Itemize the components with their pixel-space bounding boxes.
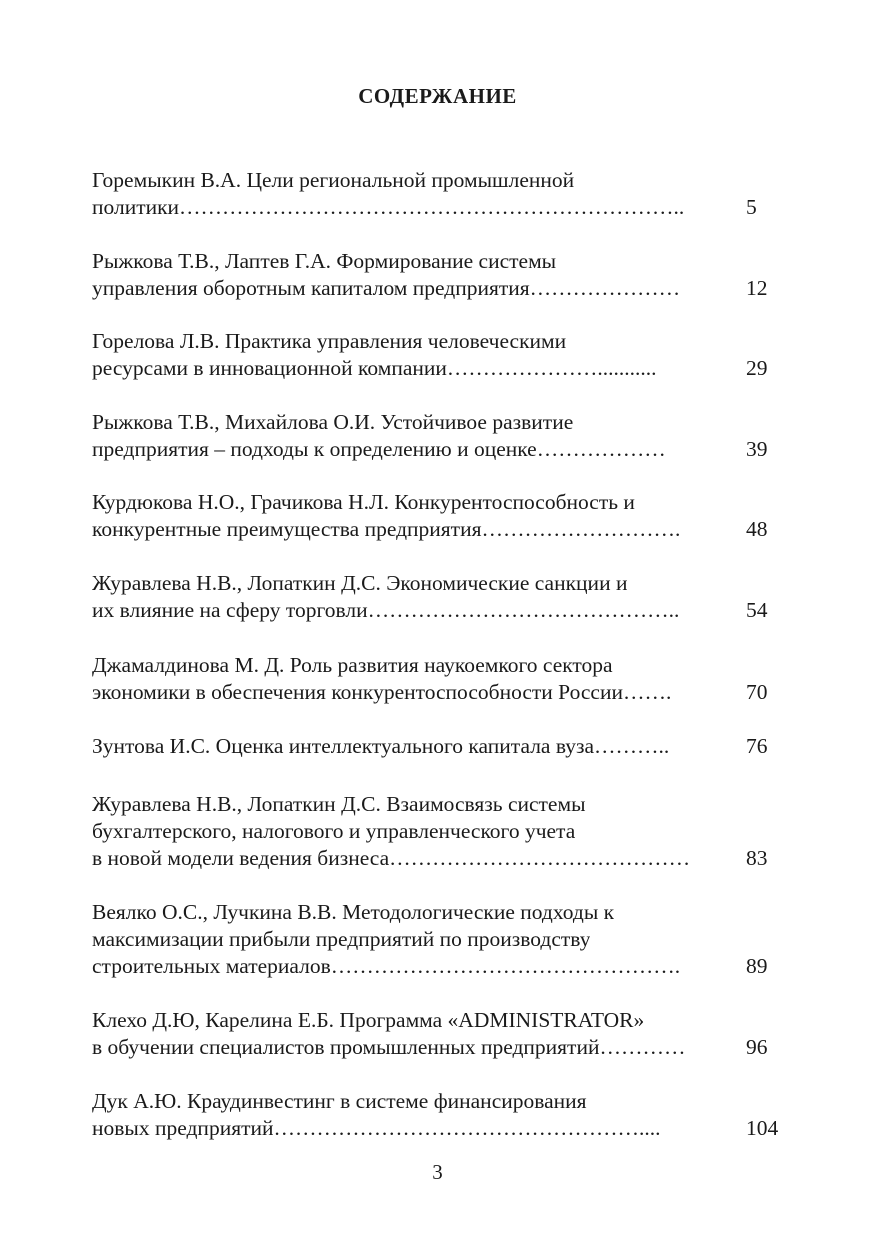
toc-page-number: 89 (746, 954, 768, 978)
toc-entry (92, 570, 782, 624)
toc-entry (92, 1007, 782, 1061)
toc-page-number: 70 (746, 680, 768, 704)
toc-page-number: 48 (746, 517, 768, 541)
toc-entry-line: Горелова Л.В. Практика управления человеческими (92, 329, 567, 353)
toc-entry-line: конкурентные преимущества предприятия………………………. (92, 517, 681, 541)
page-title: СОДЕРЖАНИЕ (358, 84, 517, 108)
toc-entry-line: Горемыкин В.А. Цели региональной промышленной (92, 168, 575, 192)
toc-page-number: 5 (746, 195, 757, 219)
toc-entry-line: Зунтова И.С. Оценка интеллектуального капитала вуза……….. (92, 734, 670, 758)
toc-entry-line: бухгалтерского, налогового и управленческого учета (92, 819, 576, 843)
toc-entry (92, 167, 782, 221)
toc-entry-line: Клехо Д.Ю, Карелина Е.Б. Программа «ADMINISTRATOR» (92, 1008, 645, 1032)
toc-entry (92, 1088, 782, 1142)
toc-page-number: 104 (746, 1116, 779, 1140)
toc-entry-line: новых предприятий…………………………………………….... (92, 1116, 661, 1140)
toc-entry (92, 248, 782, 302)
toc-entry-line: Рыжкова Т.В., Лаптев Г.А. Формирование системы (92, 249, 557, 273)
toc-entry (92, 489, 782, 543)
toc-entry-line: Журавлева Н.В., Лопаткин Д.С. Взаимосвязь системы (92, 792, 586, 816)
toc-page-number: 96 (746, 1035, 768, 1059)
toc-entry-line: предприятия – подходы к определению и оценке……………… (92, 437, 666, 461)
toc-entry-line: Джамалдинова М. Д. Роль развития наукоемкого сектора (92, 653, 613, 677)
toc-page-number: 12 (746, 276, 768, 300)
toc-entry-line: их влияние на сферу торговли…………………………………….. (92, 598, 680, 622)
toc-entry-line: максимизации прибыли предприятий по производству (92, 927, 591, 951)
toc-entry (92, 328, 782, 382)
toc-entry (92, 652, 782, 706)
toc-page-number: 83 (746, 846, 768, 870)
toc-entry (92, 899, 782, 980)
toc-entry-line: Курдюкова Н.О., Грачикова Н.Л. Конкурентоспособность и (92, 490, 635, 514)
toc-entry-line: в обучении специалистов промышленных предприятий………… (92, 1035, 686, 1059)
toc-entry-line: Рыжкова Т.В., Михайлова О.И. Устойчивое развитие (92, 410, 574, 434)
toc-entry-line: Журавлева Н.В., Лопаткин Д.С. Экономические санкции и (92, 571, 628, 595)
toc-page-number: 76 (746, 734, 768, 758)
toc-entry (92, 409, 782, 463)
toc-page-number: 54 (746, 598, 768, 622)
toc-entry-line: политики…………………………………………………………….. (92, 195, 685, 219)
toc-entry-line: в новой модели ведения бизнеса…………………………………… (92, 846, 691, 870)
page-number: 3 (432, 1160, 443, 1184)
toc-entry (92, 791, 782, 872)
toc-entry (92, 733, 782, 760)
toc-page-number: 39 (746, 437, 768, 461)
toc-entry-line: Дук А.Ю. Краудинвестинг в системе финансирования (92, 1089, 587, 1113)
toc-page-number: 29 (746, 356, 768, 380)
toc-entry-line: управления оборотным капиталом предприятия………………… (92, 276, 681, 300)
toc-entry-line: строительных материалов…………………………………………. (92, 954, 681, 978)
toc-entry-line: экономики в обеспечения конкурентоспособности России……. (92, 680, 672, 704)
toc-entry-line: Веялко О.С., Лучкина В.В. Методологические подходы к (92, 900, 615, 924)
toc-entry-line: ресурсами в инновационной компании…………………........... (92, 356, 657, 380)
